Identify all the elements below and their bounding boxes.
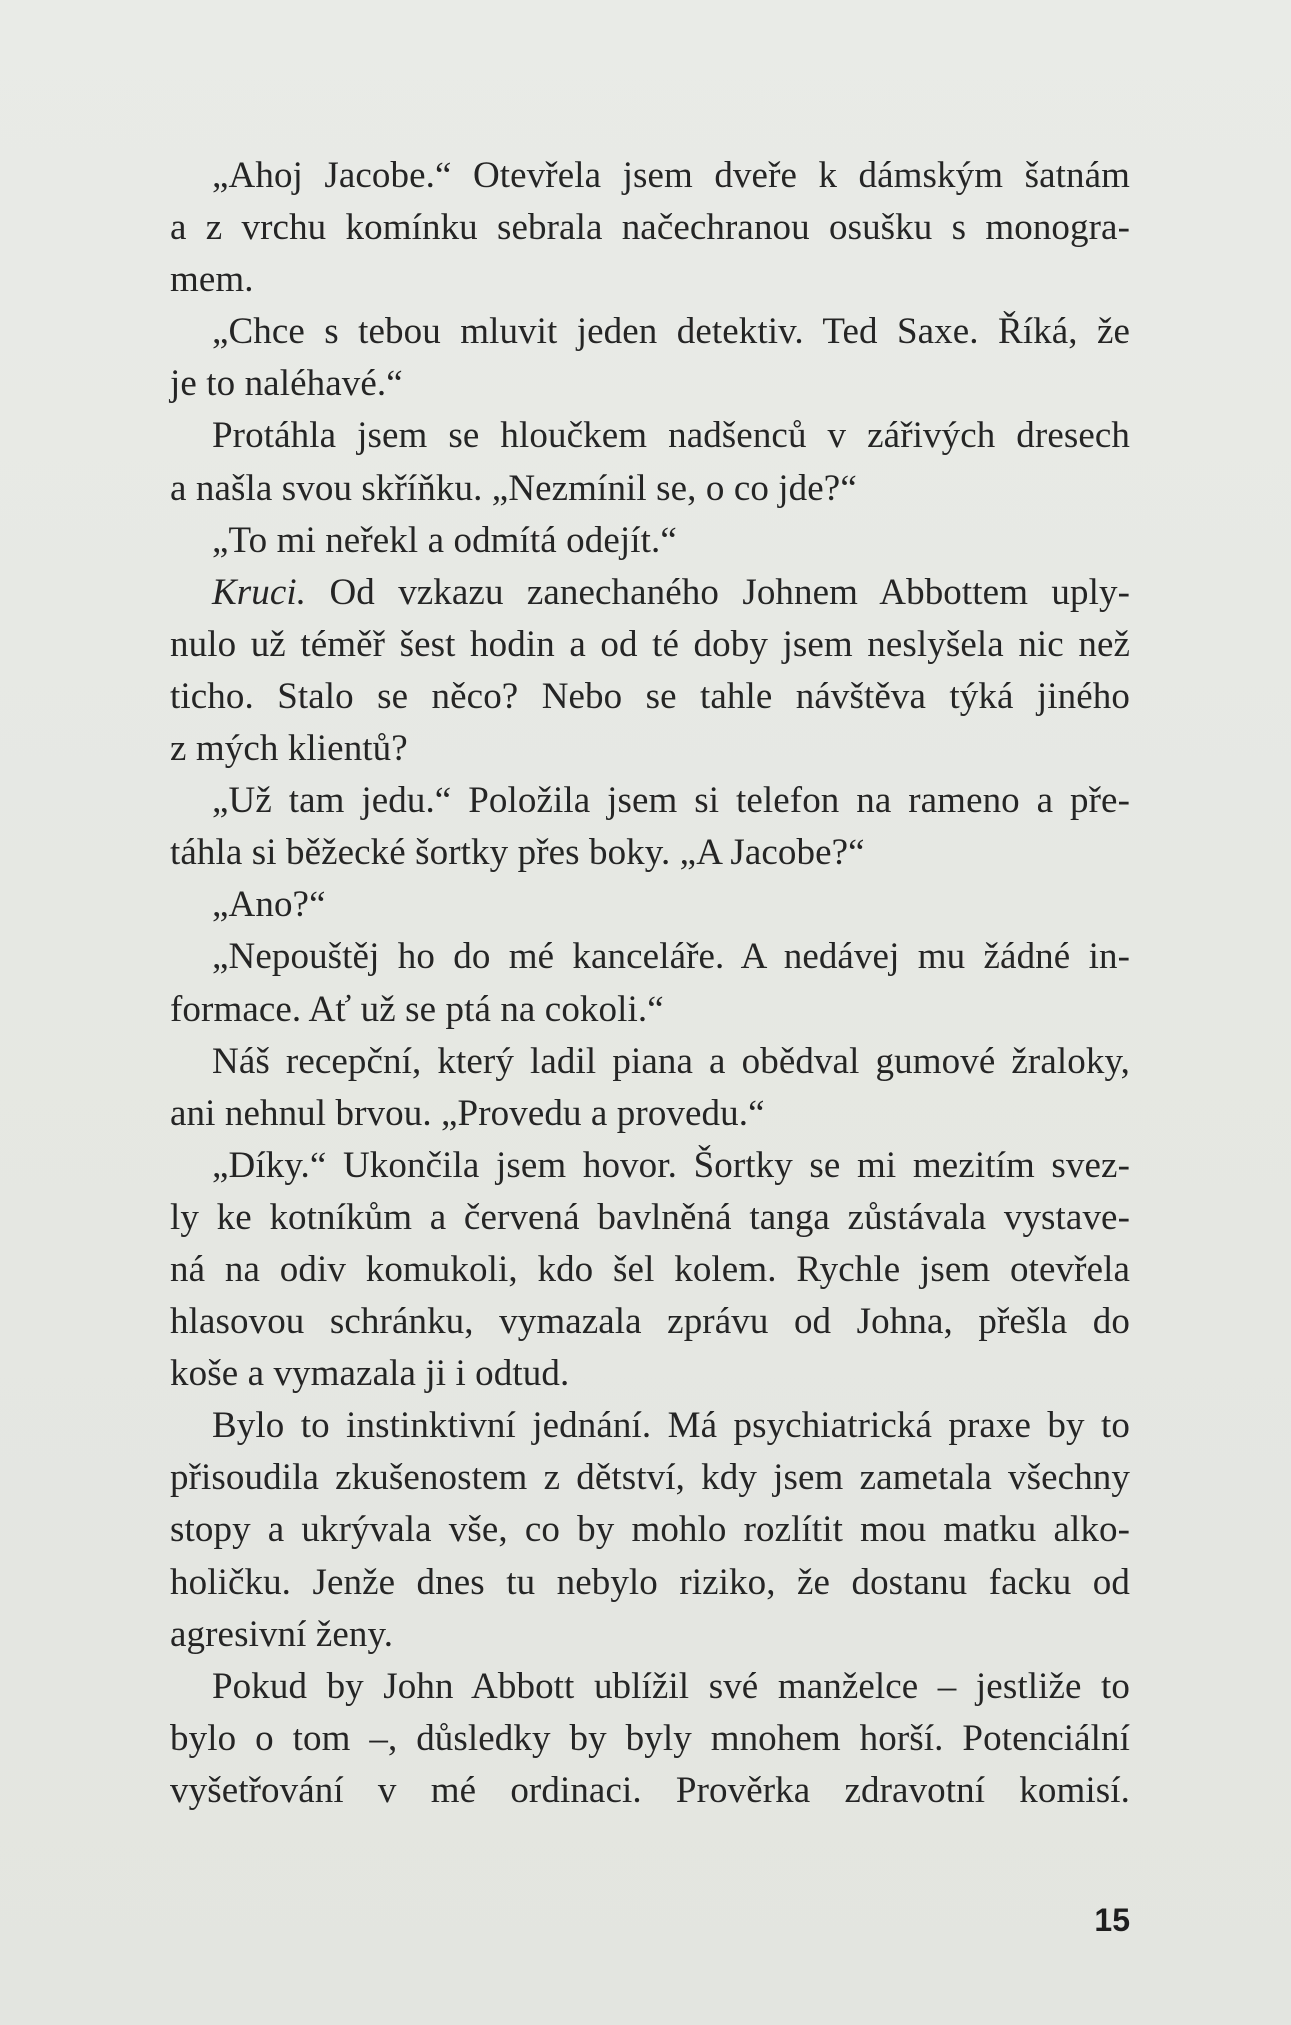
text-line: mem. <box>170 259 254 301</box>
text-line: a z vrchu komínku sebrala načechranou osušku s monogra- <box>170 207 1130 249</box>
text-line: ticho. Stalo se něco? Nebo se tahle návštěva týká jiného <box>170 675 1130 717</box>
text-line: táhla si běžecké šortky přes boky. „A Jacobe?“ <box>170 832 865 874</box>
text-line: „Ano?“ <box>212 884 326 926</box>
text-line: a našla svou skříňku. „Nezmínil se, o co jde?“ <box>170 467 857 509</box>
text-line: „Ahoj Jacobe.“ Otevřela jsem dveře k dámským šatnám <box>212 155 1130 196</box>
text-line: „Díky.“ Ukončila jsem hovor. Šortky se mi mezitím svez- <box>212 1144 1130 1186</box>
text-line <box>170 567 1130 619</box>
text-line: Náš recepční, který ladil piana a obědval gumové žraloky, <box>212 1040 1130 1082</box>
text-line: z mých klientů? <box>170 728 408 770</box>
text-line: formace. Ať už se ptá na cokoli.“ <box>170 988 664 1030</box>
text-line: „Chce s tebou mluvit jeden detektiv. Ted Saxe. Říká, že <box>212 311 1130 353</box>
text-line: hlasovou schránku, vymazala zprávu od Johna, přešla do <box>170 1301 1130 1343</box>
text-fragment: Od vzkazu zanechaného Johnem Abbottem uply- <box>306 571 1130 613</box>
text-line: ani nehnul brvou. „Provedu a provedu.“ <box>170 1092 765 1134</box>
text-line: holičku. Jenže dnes tu nebylo riziko, že dostanu facku od <box>170 1561 1130 1603</box>
text-line: agresivní ženy. <box>170 1613 394 1655</box>
text-line: Protáhla jsem se hloučkem nadšenců v zářivých dresech <box>212 415 1130 457</box>
page-number: 15 <box>1094 1902 1130 1938</box>
text-line: „To mi neřekl a odmítá odejít.“ <box>212 519 677 561</box>
text-line: ly ke kotníkům a červená bavlněná tanga zůstávala vystave- <box>170 1196 1130 1238</box>
text-line: přisoudila zkušenostem z dětství, kdy jsem zametala všechny <box>170 1457 1130 1499</box>
text-line: Bylo to instinktivní jednání. Má psychiatrická praxe by to <box>212 1405 1130 1447</box>
text-line: vyšetřování v mé ordinaci. Prověrka zdravotní komisí. <box>170 1769 1130 1811</box>
text-line: koše a vymazala ji i odtud. <box>170 1353 570 1395</box>
text-line: „Už tam jedu.“ Položila jsem si telefon na rameno a pře- <box>212 780 1130 822</box>
body-text <box>170 150 1130 1817</box>
text-line: „Nepouštěj ho do mé kanceláře. A nedávej mu žádné in- <box>212 936 1130 978</box>
italic-word: Kruci. <box>212 571 307 613</box>
text-line: Pokud by John Abbott ublížil své manželce – jestliže to <box>212 1665 1130 1707</box>
text-line: stopy a ukrývala vše, co by mohlo rozlítit mou matku alko- <box>170 1509 1130 1551</box>
text-line: je to naléhavé.“ <box>170 363 403 405</box>
text-line: nulo už téměř šest hodin a od té doby jsem neslyšela nic než <box>170 623 1130 665</box>
text-line: ná na odiv komukoli, kdo šel kolem. Rychle jsem otevřela <box>170 1248 1130 1290</box>
text-line: bylo o tom –, důsledky by byly mnohem horší. Potenciální <box>170 1717 1130 1759</box>
